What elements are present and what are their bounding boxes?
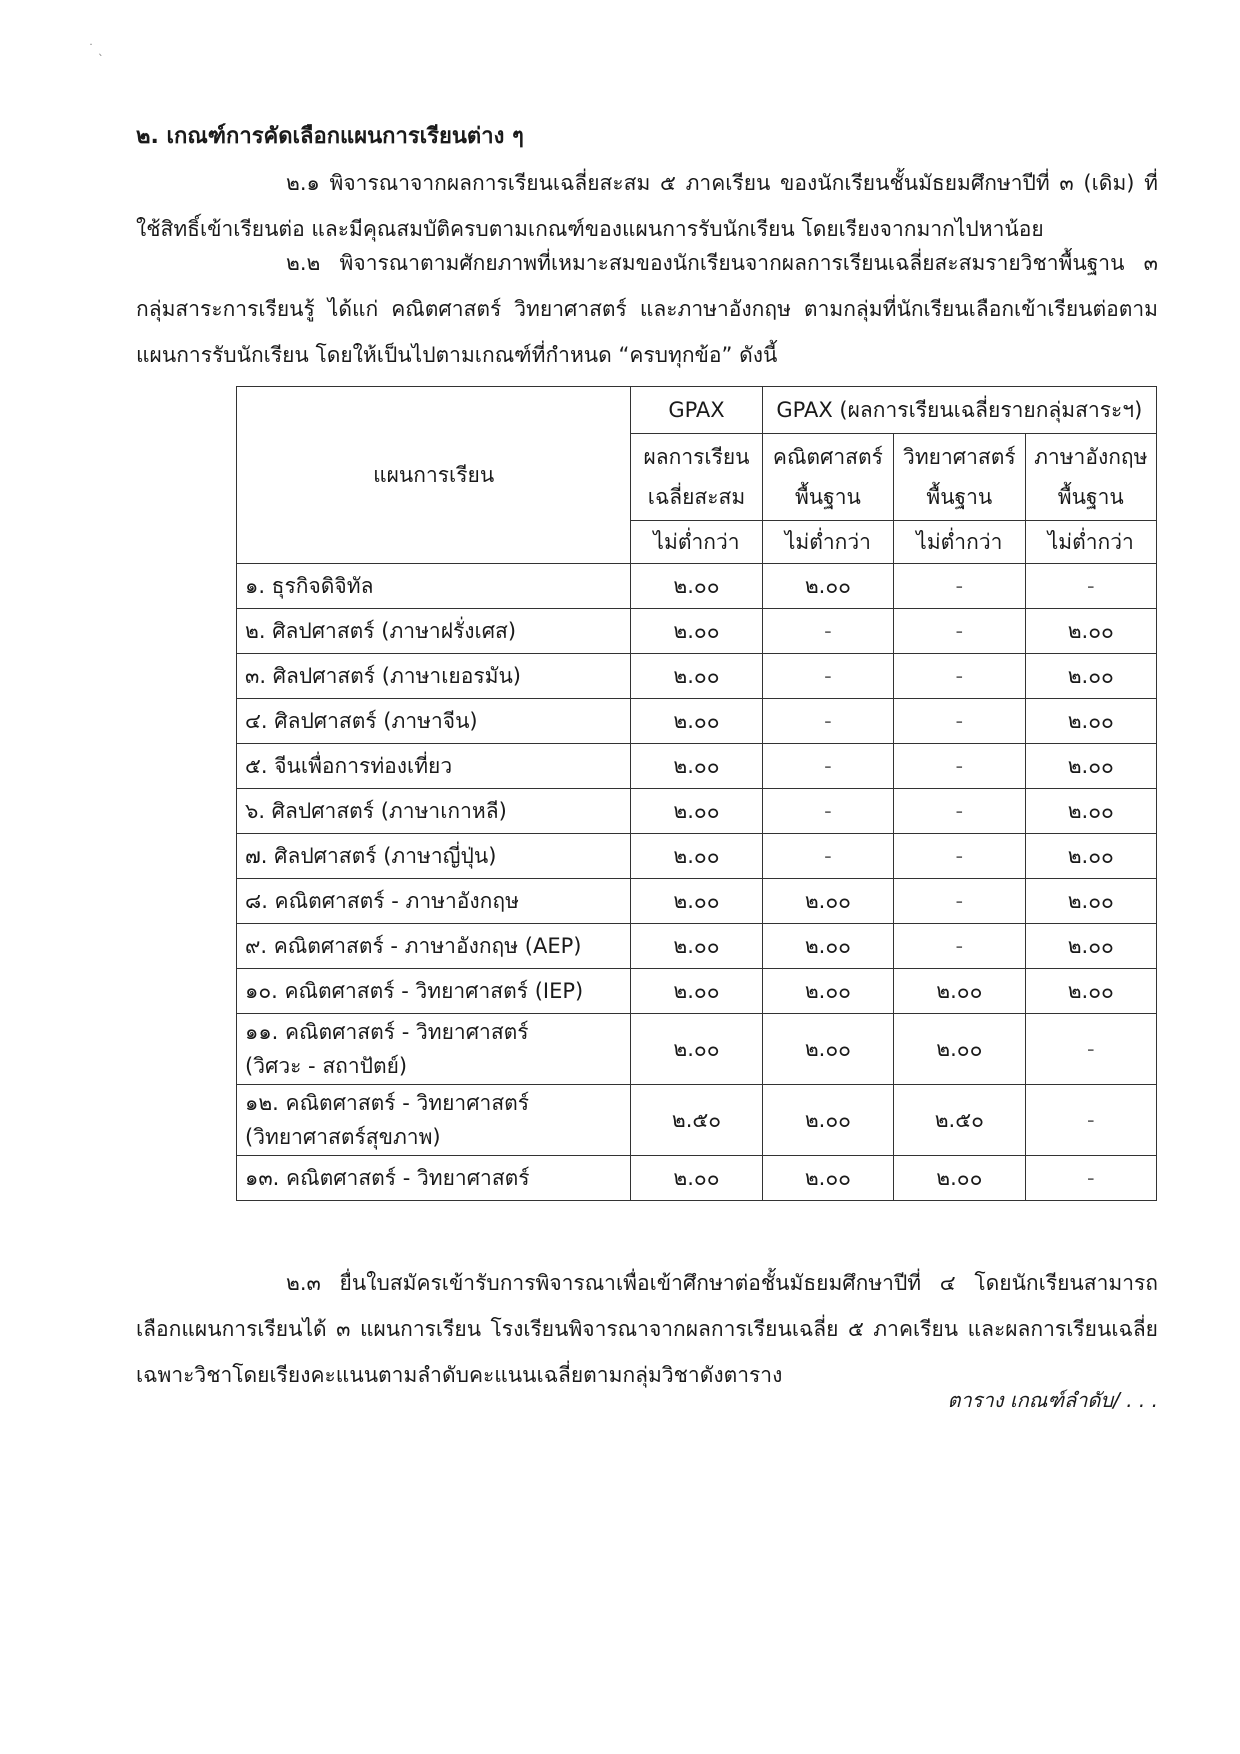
min-gpax-cell: ๒.๐๐ — [631, 789, 762, 834]
plan-name-sub: (วิศวะ - สถาปัตย์) — [245, 1054, 408, 1078]
table-row — [237, 789, 1157, 834]
min-sci-cell: - — [894, 744, 1025, 789]
plan-name-cell — [237, 699, 631, 744]
table-row — [237, 879, 1157, 924]
min-eng-cell: ๒.๐๐ — [1025, 924, 1156, 969]
plan-name: ๙. คณิตศาสตร์ - ภาษาอังกฤษ (AEP) — [245, 933, 582, 958]
header-math — [762, 434, 893, 521]
min-math-cell: - — [762, 699, 893, 744]
table-row — [237, 1014, 1157, 1085]
min-sci-cell: - — [894, 834, 1025, 879]
plan-name-cell — [237, 609, 631, 654]
header-cumulative — [631, 434, 762, 521]
header-english-line2: พื้นฐาน — [1057, 485, 1124, 509]
plan-name-cell — [237, 654, 631, 699]
min-math-cell: ๒.๐๐ — [762, 924, 893, 969]
min-sci-cell: - — [894, 879, 1025, 924]
plan-name-cell — [237, 1085, 631, 1156]
section-heading: ๒. เกณฑ์การคัดเลือกแผนการเรียนต่าง ๆ — [136, 124, 524, 149]
min-math-cell: ๒.๐๐ — [762, 879, 893, 924]
min-sci-cell: - — [894, 924, 1025, 969]
min-eng-cell: ๒.๐๐ — [1025, 609, 1156, 654]
min-gpax-cell: ๒.๕๐ — [631, 1085, 762, 1156]
min-gpax-cell: ๒.๐๐ — [631, 1156, 762, 1201]
min-math-cell: ๒.๐๐ — [762, 1156, 893, 1201]
header-english-line1: ภาษาอังกฤษ — [1034, 445, 1148, 469]
min-eng-cell: ๒.๐๐ — [1025, 834, 1156, 879]
header-math-line2: พื้นฐาน — [794, 485, 861, 509]
min-math-cell: ๒.๐๐ — [762, 969, 893, 1014]
paragraph-2-3-text: ๒.๓ ยื่นใบสมัครเข้ารับการพิจารณาเพื่อเข้าศึกษาต่อชั้นมัธยมศึกษาปีที่ ๔ โดยนักเรียนสามารถเลือกแผนการเรียนได้ ๓ แผนการเรียน โรงเรียนพิจารณาจากผลการเรียนเฉลี่ย ๕ ภาคเรียน และผลการเรียนเฉลี่ยเฉพาะวิชาโดยเรียงคะแนนตามลำดับคะแนนเฉลี่ยตามกลุ่มวิชาดังตาราง — [136, 1271, 1158, 1387]
plan-name-sub: (วิทยาศาสตร์สุขภาพ) — [245, 1125, 441, 1149]
plan-name: ๑. ธุรกิจดิจิทัล — [245, 573, 374, 598]
table-row — [237, 564, 1157, 609]
plan-name-cell — [237, 879, 631, 924]
min-math-cell: ๒.๐๐ — [762, 564, 893, 609]
header-science-line2: พื้นฐาน — [926, 485, 993, 509]
min-math-cell: - — [762, 789, 893, 834]
table-row — [237, 1156, 1157, 1201]
min-eng-cell: ๒.๐๐ — [1025, 879, 1156, 924]
plan-name: ๔. ศิลปศาสตร์ (ภาษาจีน) — [245, 708, 478, 733]
min-gpax-cell: ๒.๐๐ — [631, 834, 762, 879]
header-gpax-group: GPAX (ผลการเรียนเฉลี่ยรายกลุ่มสาระฯ) — [762, 387, 1156, 434]
min-sci-cell: ๒.๕๐ — [894, 1085, 1025, 1156]
min-gpax-cell: ๒.๐๐ — [631, 609, 762, 654]
criteria-table-body — [237, 564, 1157, 1201]
header-science — [894, 434, 1025, 521]
min-math-cell: - — [762, 609, 893, 654]
min-sci-cell: - — [894, 564, 1025, 609]
min-sci-cell: ๒.๐๐ — [894, 1014, 1025, 1085]
min-math-cell: ๒.๐๐ — [762, 1085, 893, 1156]
plan-name: ๑๓. คณิตศาสตร์ - วิทยาศาสตร์ — [245, 1165, 530, 1190]
min-gpax-cell: ๒.๐๐ — [631, 744, 762, 789]
plan-name: ๘. คณิตศาสตร์ - ภาษาอังกฤษ — [245, 888, 519, 913]
continuation-note: ตาราง เกณฑ์ลำดับ/ . . . — [947, 1388, 1158, 1412]
min-sci-cell: - — [894, 699, 1025, 744]
header-gpax: GPAX — [631, 387, 762, 434]
paragraph-2-3 — [136, 1260, 1158, 1398]
table-row — [237, 699, 1157, 744]
plan-name: ๖. ศิลปศาสตร์ (ภาษาเกาหลี) — [245, 798, 507, 823]
table-row — [237, 609, 1157, 654]
plan-name: ๑๐. คณิตศาสตร์ - วิทยาศาสตร์ (IEP) — [245, 978, 584, 1003]
header-math-line1: คณิตศาสตร์ — [772, 445, 883, 469]
plan-name-cell — [237, 969, 631, 1014]
header-min-science: ไม่ต่ำกว่า — [894, 521, 1025, 564]
table-row — [237, 1085, 1157, 1156]
min-gpax-cell: ๒.๐๐ — [631, 564, 762, 609]
plan-name: ๒. ศิลปศาสตร์ (ภาษาฝรั่งเศส) — [245, 618, 517, 643]
min-gpax-cell: ๒.๐๐ — [631, 969, 762, 1014]
plan-name-cell — [237, 1156, 631, 1201]
min-gpax-cell: ๒.๐๐ — [631, 879, 762, 924]
paragraph-2-1-text: ๒.๑ พิจารณาจากผลการเรียนเฉลี่ยสะสม ๕ ภาคเรียน ของนักเรียนชั้นมัธยมศึกษาปีที่ ๓ (เดิม) ที่ใช้สิทธิ์เข้าเรียนต่อ และมีคุณสมบัติครบตามเกณฑ์ของแผนการรับนักเรียน โดยเรียงจากมากไปหาน้อย — [136, 171, 1158, 241]
plan-name-cell — [237, 834, 631, 879]
plan-name-cell — [237, 564, 631, 609]
table-row — [237, 654, 1157, 699]
min-math-cell: - — [762, 834, 893, 879]
header-min-gpax: ไม่ต่ำกว่า — [631, 521, 762, 564]
paragraph-2-2-text: ๒.๒ พิจารณาตามศักยภาพที่เหมาะสมของนักเรียนจากผลการเรียนเฉลี่ยสะสมรายวิชาพื้นฐาน ๓ กลุ่มสาระการเรียนรู้ ได้แก่ คณิตศาสตร์ วิทยาศาสตร์ และภาษาอังกฤษ ตามกลุ่มที่นักเรียนเลือกเข้าเรียนต่อตามแผนการรับนักเรียน โดยให้เป็นไปตามเกณฑ์ที่กำหนด “ครบทุกข้อ” ดังนี้ — [136, 251, 1158, 367]
table-row — [237, 969, 1157, 1014]
plan-name-cell — [237, 924, 631, 969]
min-sci-cell: ๒.๐๐ — [894, 969, 1025, 1014]
paragraph-2-2 — [136, 240, 1158, 378]
plan-name: ๕. จีนเพื่อการท่องเที่ยว — [245, 753, 453, 778]
scan-speck: ˙ ˎ — [88, 42, 104, 56]
min-sci-cell: ๒.๐๐ — [894, 1156, 1025, 1201]
table-row — [237, 924, 1157, 969]
plan-name: ๑๑. คณิตศาสตร์ - วิทยาศาสตร์ — [245, 1020, 529, 1044]
header-min-english: ไม่ต่ำกว่า — [1025, 521, 1156, 564]
min-eng-cell: - — [1025, 1156, 1156, 1201]
min-math-cell: - — [762, 744, 893, 789]
min-sci-cell: - — [894, 609, 1025, 654]
header-cumulative-line2: เฉลี่ยสะสม — [647, 485, 746, 509]
min-sci-cell: - — [894, 789, 1025, 834]
paragraph-2-1 — [136, 160, 1158, 252]
header-cumulative-line1: ผลการเรียน — [643, 445, 750, 469]
plan-name: ๓. ศิลปศาสตร์ (ภาษาเยอรมัน) — [245, 663, 521, 688]
min-gpax-cell: ๒.๐๐ — [631, 1014, 762, 1085]
min-eng-cell: ๒.๐๐ — [1025, 744, 1156, 789]
min-gpax-cell: ๒.๐๐ — [631, 699, 762, 744]
min-eng-cell: ๒.๐๐ — [1025, 789, 1156, 834]
min-eng-cell: - — [1025, 564, 1156, 609]
min-math-cell: ๒.๐๐ — [762, 1014, 893, 1085]
min-sci-cell: - — [894, 654, 1025, 699]
table-row — [237, 744, 1157, 789]
min-eng-cell: ๒.๐๐ — [1025, 699, 1156, 744]
min-gpax-cell: ๒.๐๐ — [631, 654, 762, 699]
header-science-line1: วิทยาศาสตร์ — [903, 445, 1016, 469]
min-eng-cell: ๒.๐๐ — [1025, 969, 1156, 1014]
table-row — [237, 834, 1157, 879]
min-gpax-cell: ๒.๐๐ — [631, 924, 762, 969]
plan-name: ๑๒. คณิตศาสตร์ - วิทยาศาสตร์ — [245, 1091, 530, 1115]
criteria-table — [236, 386, 1157, 1201]
min-eng-cell: - — [1025, 1085, 1156, 1156]
plan-name: ๗. ศิลปศาสตร์ (ภาษาญี่ปุ่น) — [245, 843, 497, 868]
min-eng-cell: ๒.๐๐ — [1025, 654, 1156, 699]
header-plan: แผนการเรียน — [237, 387, 631, 564]
plan-name-cell — [237, 1014, 631, 1085]
header-english — [1025, 434, 1156, 521]
plan-name-cell — [237, 744, 631, 789]
plan-name-cell — [237, 789, 631, 834]
min-math-cell: - — [762, 654, 893, 699]
min-eng-cell: - — [1025, 1014, 1156, 1085]
header-min-math: ไม่ต่ำกว่า — [762, 521, 893, 564]
